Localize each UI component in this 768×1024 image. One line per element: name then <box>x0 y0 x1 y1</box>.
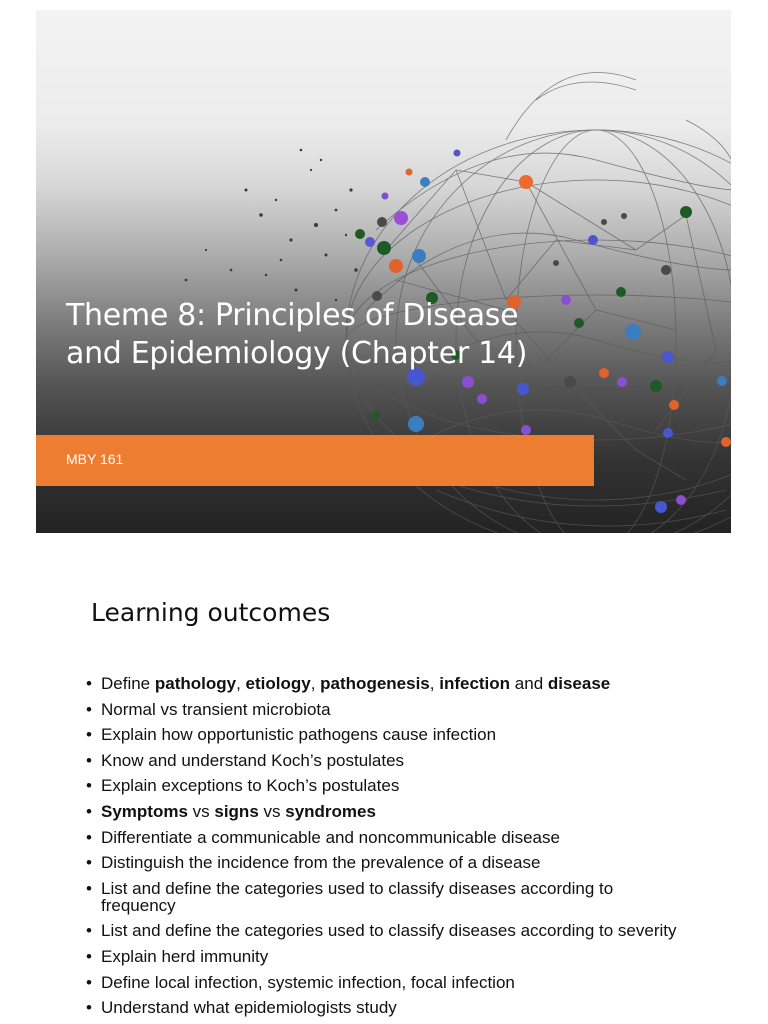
learning-outcome-item <box>84 948 684 965</box>
outcome-text: Explain exceptions to Koch’s postulates <box>101 776 400 796</box>
bold-term: disease <box>547 674 611 693</box>
learning-outcome-item <box>84 880 684 914</box>
bold-term: infection <box>439 674 511 693</box>
learning-outcome-item <box>84 922 684 939</box>
bold-term: Symptoms <box>101 801 188 821</box>
section-heading: Learning outcomes <box>91 598 331 627</box>
learning-outcome-item <box>84 829 684 846</box>
learning-outcome-item <box>84 752 684 769</box>
slide-title <box>66 297 626 373</box>
outcome-text: Define local infection, systemic infection, focal infection <box>101 972 515 992</box>
outcome-text: Understand what epidemiologists study <box>101 998 397 1018</box>
learning-outcome-item <box>84 803 684 820</box>
outcome-text: Differentiate a communicable and noncommunicable disease <box>101 827 560 847</box>
learning-outcome-item <box>84 701 684 718</box>
learning-outcome-item <box>84 777 684 794</box>
bold-term: signs <box>214 801 259 821</box>
outcome-text: List and define the categories used to classify diseases according to severity <box>101 921 677 941</box>
bold-term: syndromes <box>285 801 376 821</box>
outcome-text: Explain how opportunistic pathogens cause infection <box>101 725 497 745</box>
outcome-text: vs <box>187 801 215 821</box>
learning-outcome-item <box>84 854 684 871</box>
outcome-text: vs <box>258 801 286 821</box>
learning-outcome-item <box>84 974 684 991</box>
outcome-text: , <box>236 674 246 693</box>
outcome-text: and <box>510 674 548 693</box>
outcome-text: Normal vs transient microbiota <box>101 699 331 719</box>
outcome-text: List and define the categories used to classify diseases according to frequency <box>101 878 614 915</box>
slide-title-line-2: and Epidemiology (Chapter 14) <box>66 336 528 371</box>
outcome-text: Explain herd immunity <box>101 946 269 966</box>
outcome-text: , <box>310 674 321 693</box>
outcome-text: Distinguish the incidence from the prevalence of a disease <box>101 853 541 873</box>
learning-outcome-item <box>84 999 684 1016</box>
learning-outcome-item <box>84 675 684 692</box>
subtitle-bar <box>36 435 594 486</box>
learning-outcomes-list <box>84 675 684 1024</box>
bold-term: etiology <box>245 674 311 693</box>
bold-term: pathogenesis <box>320 674 430 693</box>
title-slide <box>36 10 731 533</box>
bold-term: pathology <box>154 674 237 693</box>
outcome-text: Define <box>101 674 155 693</box>
slide-title-line-1: Theme 8: Principles of Disease <box>66 298 519 333</box>
outcome-text: , <box>429 674 440 693</box>
learning-outcome-item <box>84 726 684 743</box>
outcome-text: Know and understand Koch’s postulates <box>101 750 405 770</box>
learning-outcomes-slide <box>36 560 731 1024</box>
course-code: MBY 161 <box>66 451 124 467</box>
